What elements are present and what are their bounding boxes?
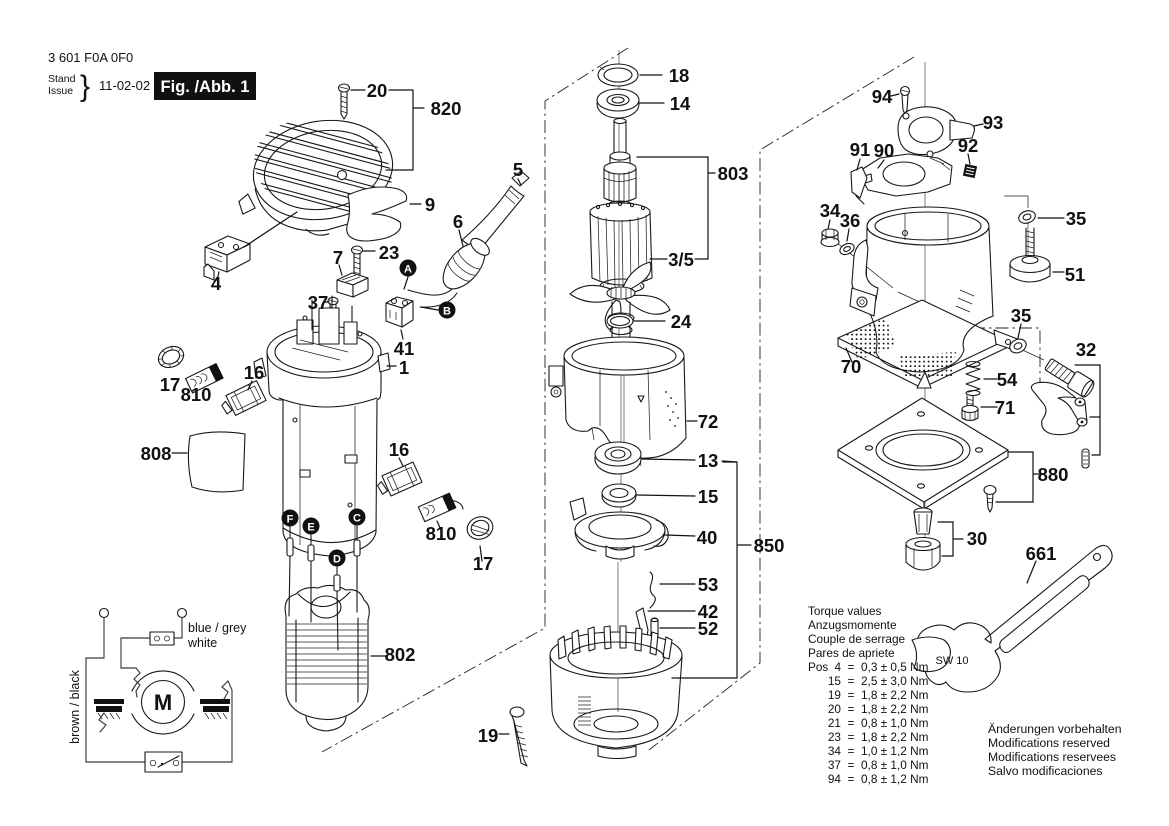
torque-row [828,730,929,744]
base-plate-880 [838,398,1008,512]
callout-32: 32 [1075,339,1097,360]
grub-screw-92 [963,164,977,178]
torque-row [834,660,928,674]
callout-94: 94 [871,86,893,107]
torque-row [828,688,929,702]
screw-19 [510,707,528,766]
torque-eq: = [847,702,855,716]
callout-1: 1 [398,357,410,378]
torque-pos: 34 [827,744,841,758]
torque-value: 1,0 ± 1,2 Nm [861,744,929,758]
torque-value: 0,3 ± 0,5 Nm [861,660,929,674]
callout-5: 5 [512,159,524,180]
callout-16-left: 16 [243,362,265,383]
part-number: 3 601 F0A 0F0 [48,50,134,65]
call out-820: 820 [430,98,462,119]
callout-71: 71 [994,397,1016,418]
brake-plate-90 [858,154,952,196]
callout-850: 850 [753,535,785,556]
washer-35-top [1017,209,1037,226]
torque-table [808,604,929,786]
torque-value: 1,8 ± 2,2 Nm [861,688,929,702]
wrench-661 [912,545,1112,692]
callout-23: 23 [378,242,400,263]
callout-17-right: 17 [472,553,494,574]
clamp-bolt-32 [1031,356,1096,468]
torque-row [828,744,929,758]
torque-eq: = [847,758,855,772]
badge-d [329,550,346,567]
badge-f [282,510,299,527]
router-base-70 [838,207,1020,388]
note-fr: Modifications reservees [988,750,1117,764]
badge-b [439,302,456,319]
retaining-ring-18 [598,64,638,86]
nut-34 [821,229,839,247]
callout-90: 90 [873,140,895,161]
torque-row [828,758,929,772]
callout-20: 20 [366,80,388,101]
torque-pos: 19 [827,688,841,702]
torque-title-de: Anzugsmomente [808,618,897,632]
suppressor-box [150,632,174,645]
callout-7: 7 [332,247,344,268]
torque-value: 2,5 ± 3,0 Nm [861,674,929,688]
torque-value: 1,8 ± 2,2 Nm [861,730,929,744]
note-de: Änderungen vorbehalten [988,722,1122,736]
wire-label-white: white [188,636,218,650]
torque-eq: = [847,730,855,744]
torque-value: 1,8 ± 2,2 Nm [861,702,929,716]
torque-value: 0,8 ± 1,0 Nm [861,716,929,730]
torque-title-es: Pares de apriete [808,646,895,660]
fan-3-5 [570,262,670,350]
issue-date: 11-02-02 [99,78,151,93]
bearing-13 [595,442,641,474]
callout-93: 93 [982,112,1004,133]
torque-row [828,772,929,786]
carbon-brush-810-right [418,491,463,526]
callout-36: 36 [839,210,861,231]
callout-70: 70 [840,356,862,377]
callout-661: 661 [1025,543,1057,564]
callout-72: 72 [697,411,719,432]
torque-pos: 23 [827,730,841,744]
callout-91: 91 [849,139,871,160]
callout-41: 41 [393,338,415,359]
callout-37: 37 [307,292,329,313]
lower-housing [550,626,682,759]
callout-6: 6 [452,211,464,232]
callout-880: 880 [1037,464,1069,485]
motor-letter: M [153,690,173,715]
brush-cap-17-left [155,343,187,372]
torque-eq: = [847,716,855,730]
torque-pos: 21 [827,716,841,730]
callout-35-top: 35 [1065,208,1087,229]
base-assembly [821,87,1112,693]
modification-notes [988,722,1122,778]
torque-row [828,716,929,730]
wire-label-brown-black: brown / black [68,670,82,744]
torque-eq: = [847,744,855,758]
collet-30 [906,508,940,570]
note-en: Modifications reserved [988,736,1110,750]
motor-housing-1 [254,296,390,556]
torque-title-fr: Couple de serrage [808,632,906,646]
badge-e [303,518,320,535]
adjust-screw-51 [1010,228,1050,282]
callout-53: 53 [697,574,719,595]
torque-title-en: Torque values [808,604,882,618]
lever-91 [851,167,867,204]
label-sheet-808 [188,432,245,492]
armature-assembly [510,64,686,766]
torque-eq: = [847,772,855,786]
callout-30: 30 [966,528,988,549]
brush-holder-16-right [375,462,422,499]
badge-a [400,260,417,277]
issue-label: Issue [48,85,74,97]
callout-18: 18 [668,65,690,86]
o-ring-24 [607,314,633,328]
callout-13: 13 [697,450,719,471]
callout-4: 4 [210,273,222,294]
callout-808: 808 [140,443,172,464]
callout-92: 92 [957,135,979,156]
callout-14: 14 [669,93,691,114]
note-es: Salvo modificaciones [988,764,1103,778]
callout-803: 803 [717,163,749,184]
callout-52: 52 [697,618,719,639]
callout-42: 42 [697,601,719,622]
badge-d-label: D [333,553,341,566]
torque-eq: = [847,688,855,702]
callout-54: 54 [996,369,1018,390]
torque-row [828,702,929,716]
torque-pos-label: Pos [808,660,829,674]
torque-pos: 20 [827,702,841,716]
figure-label: Fig. /Abb. 1 [160,78,250,96]
switch-symbol [145,752,182,772]
badge-b-label: B [443,305,451,318]
torque-pos: 94 [827,772,841,786]
callout-16-right: 16 [388,439,410,460]
bearing-14 [597,89,639,118]
callout-24: 24 [670,311,692,332]
torque-pos: 15 [827,674,841,688]
torque-pos: 37 [827,758,841,772]
brush-cap-17-right [464,513,496,543]
callout-3-5: 3/5 [668,249,694,270]
screw-20 [339,84,350,119]
callout-19: 19 [477,725,499,746]
brace-glyph: } [80,70,91,103]
torque-value: 0,8 ± 1,2 Nm [861,772,929,786]
badge-a-label: A [404,263,412,276]
stand-label: Stand [48,73,76,85]
torque-pos: 4 [834,660,841,674]
torque-value: 0,8 ± 1,0 Nm [861,758,929,772]
bearing-15 [602,484,636,507]
wrench-size-label: SW 10 [935,655,969,667]
badge-c-label: C [353,512,361,525]
power-cord-5 [408,171,529,307]
thumb-screw-71 [962,396,978,421]
callout-802: 802 [384,644,416,665]
torque-eq: = [847,674,855,688]
callout-17-left: 17 [159,374,181,395]
callout-40: 40 [696,527,718,548]
callout-810-left: 810 [180,384,212,405]
callout-35-mid: 35 [1010,305,1032,326]
callout-810-right: 810 [425,523,457,544]
badge-e-label: E [307,521,315,534]
callout-9: 9 [424,194,436,215]
brush-symbol-right [200,681,230,719]
callout-15: 15 [697,486,719,507]
drawing-header [48,50,256,103]
wire-label-blue-grey: blue / grey [188,621,247,635]
brush-holder-16-left [219,381,266,419]
brush-symbol-left [94,699,124,732]
spring-54 [966,362,980,396]
spring-53 [650,572,655,608]
washer-36 [838,241,856,256]
callout-34: 34 [819,200,841,221]
badge-f-label: F [286,513,294,526]
cord-clamp-7 [337,273,368,297]
badge-c [349,509,366,526]
torque-eq: = [847,660,855,674]
plate-screw [984,486,996,513]
torque-row [828,674,929,688]
callout-51: 51 [1064,264,1086,285]
terminal-block-41 [386,297,413,327]
wiring-diagram [68,609,247,773]
baffle-9 [347,187,407,241]
